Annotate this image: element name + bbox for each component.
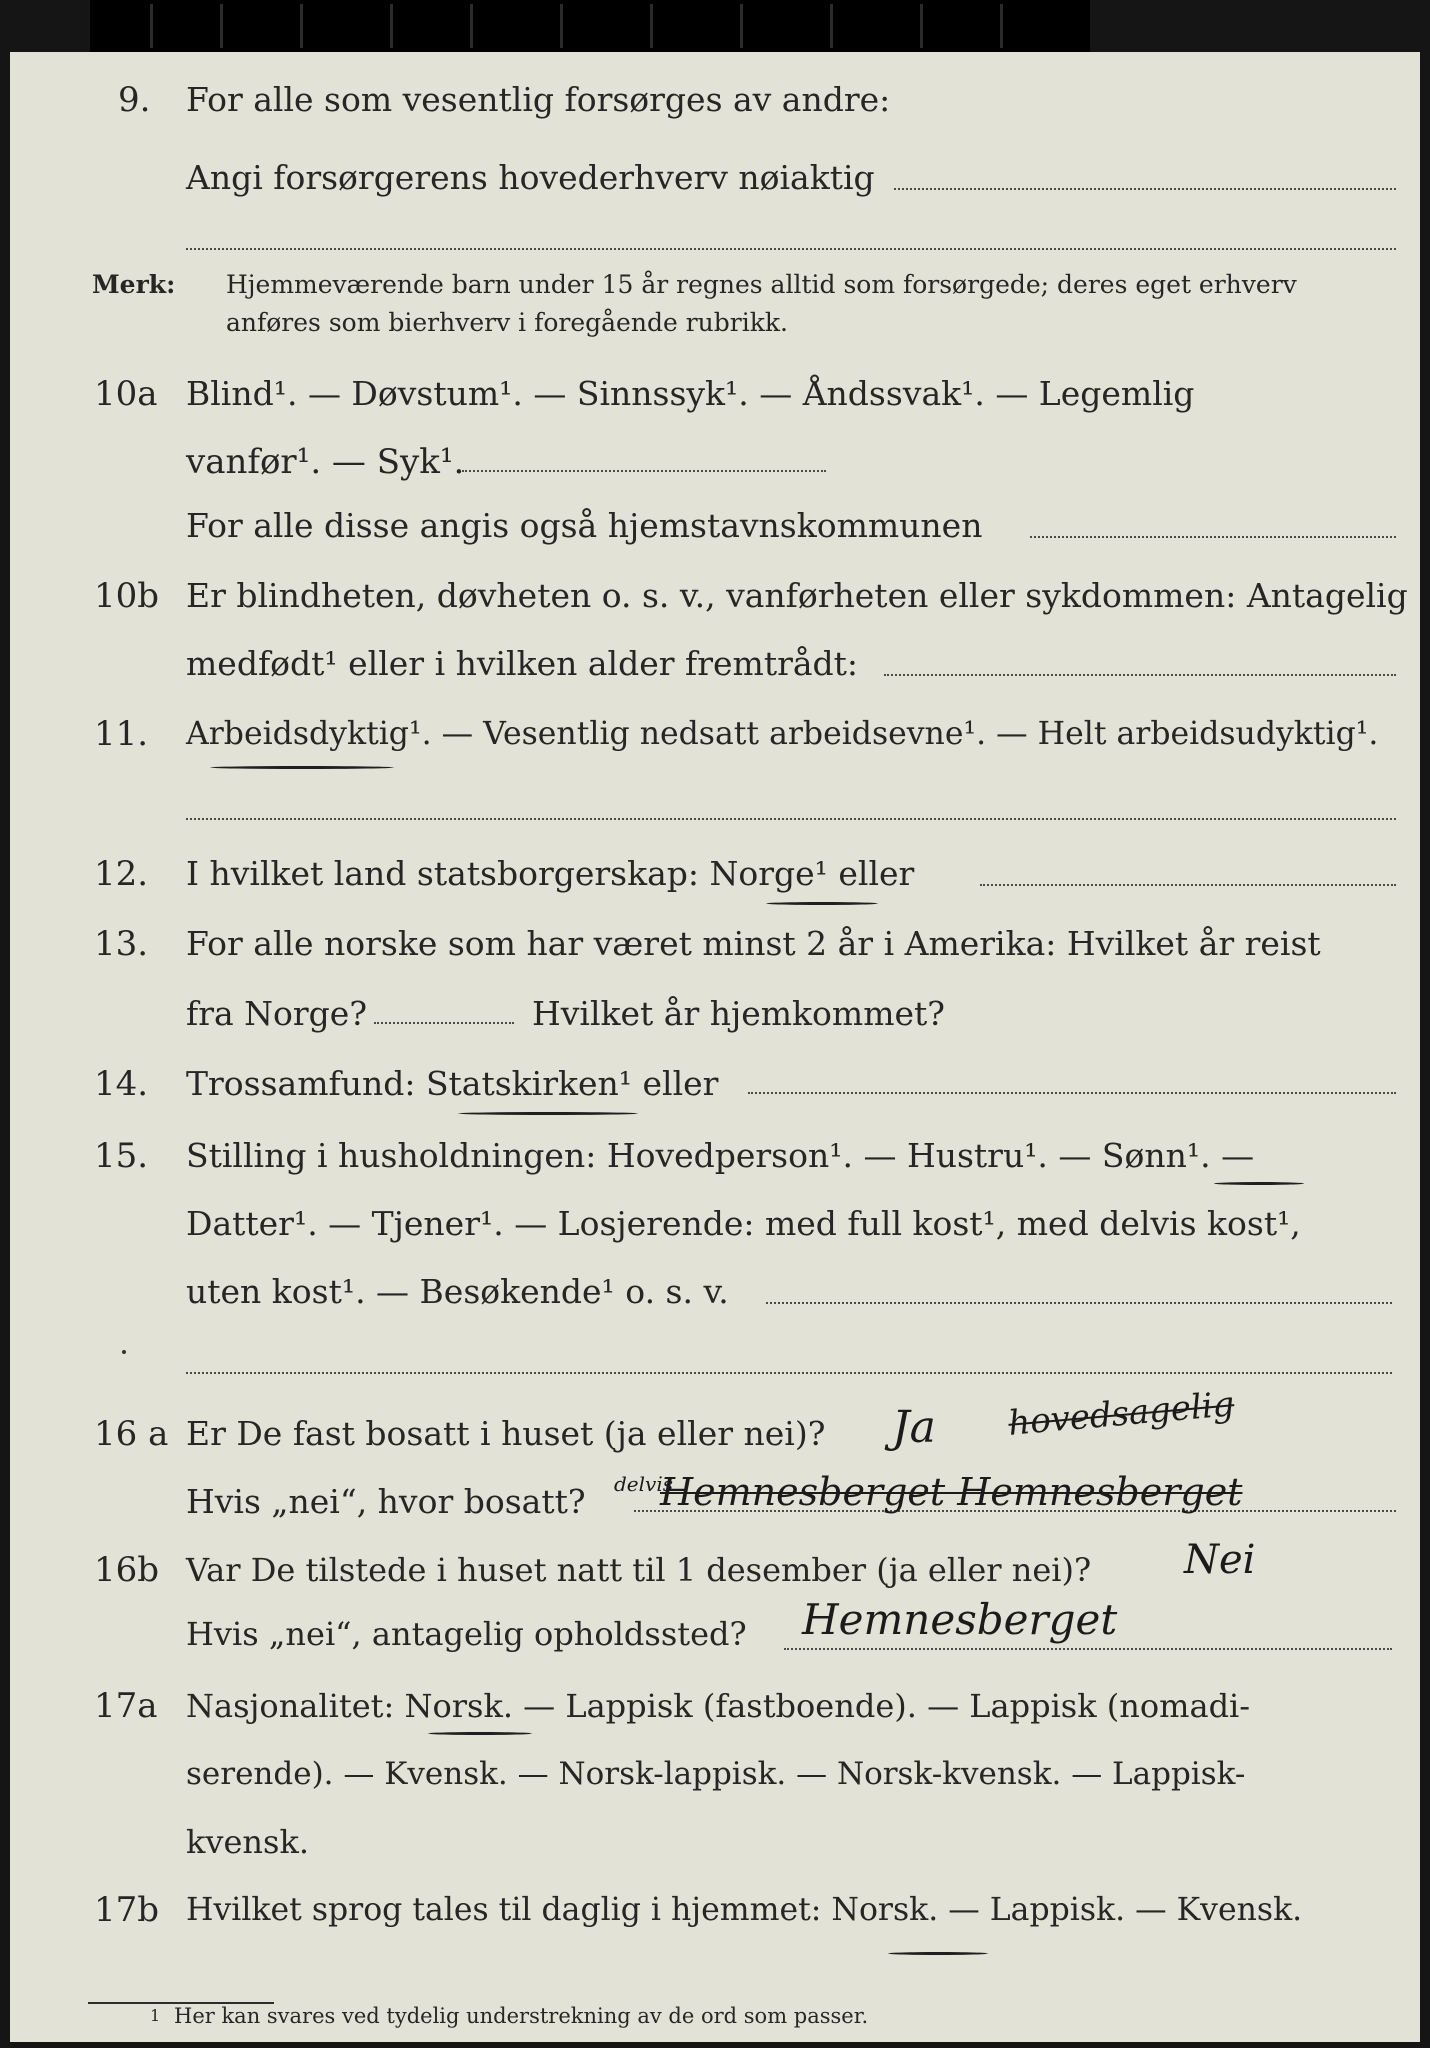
q10a-hjemstavn-line	[1030, 536, 1396, 538]
q15-underline-sonn	[1214, 1182, 1304, 1185]
q9-answer-line	[894, 188, 1396, 190]
q16b-number: 16b	[94, 1550, 160, 1590]
q11-underline-arbeidsdyktig	[210, 766, 394, 769]
q16b-line2: Hvis „nei“, antagelig opholdssted?	[186, 1615, 747, 1653]
q10a-line2: vanfør¹. — Syk¹.	[186, 442, 465, 482]
q12-underline-norge	[766, 902, 878, 905]
q16b-line1: Var De tilstede i huset natt til 1 desember (ja eller nei)?	[186, 1551, 1092, 1589]
q16a-handwritten-answer: Ja	[892, 1402, 936, 1453]
q9-line2: Angi forsørgerens hovederhverv nøiaktig	[186, 158, 875, 197]
q17a-number: 17a	[94, 1686, 158, 1726]
q16b-handwritten-place: Hemnesberget	[802, 1595, 1118, 1644]
q12-number: 12.	[94, 854, 149, 894]
q17b-number: 17b	[94, 1890, 160, 1930]
q15-answer-line	[766, 1302, 1392, 1304]
q17b-underline-norsk	[888, 1952, 988, 1955]
q9-line1: For alle som vesentlig forsørges av andre:	[186, 80, 891, 119]
q16a-handwritten-place-struck: Hemnesberget Hemnesberget	[660, 1470, 1243, 1514]
q15-line3: uten kost¹. — Besøkende¹ o. s. v.	[186, 1272, 729, 1311]
q10b-line2: medfødt¹ eller i hvilken alder fremtrådt:	[186, 644, 859, 683]
q16b-handwritten-answer: Nei	[1184, 1537, 1256, 1583]
q10b-answer-line	[884, 674, 1396, 676]
q14-number: 14.	[94, 1064, 149, 1104]
q12-line1: I hvilket land statsborgerskap: Norge¹ eller	[186, 854, 915, 893]
q10b-number: 10b	[94, 576, 160, 616]
q17a-line2: serende). — Kvensk. — Norsk-lappisk. — Norsk-kvensk. — Lappisk-	[186, 1756, 1246, 1792]
q16a-line2: Hvis „nei“, hvor bosatt?	[186, 1482, 586, 1521]
q11-line1: Arbeidsdyktig¹. — Vesentlig nedsatt arbeidsevne¹. — Helt arbeidsudyktig¹.	[186, 716, 1379, 752]
q16b-opholdssted-line	[784, 1648, 1392, 1650]
footnote-text: Her kan svares ved tydelig understrekning av de ord som passer.	[174, 2004, 869, 2028]
merk-line1: Hjemmeværende barn under 15 år regnes alltid som forsørgede; deres eget erhverv	[226, 270, 1297, 299]
q12-answer-line	[980, 884, 1396, 886]
footnote-mark: 1	[150, 2006, 161, 2025]
q10b-line1: Er blindheten, døvheten o. s. v., vanførheten eller sykdommen: Antagelig	[186, 576, 1408, 615]
q17a-line1: Nasjonalitet: Norsk. — Lappisk (fastboende). — Lappisk (nomadi-	[186, 1687, 1251, 1725]
q13-line1: For alle norske som har været minst 2 år i Amerika: Hvilket år reist	[186, 924, 1321, 963]
page-speck	[122, 1350, 126, 1354]
q17a-underline-norsk	[428, 1732, 532, 1735]
q17a-line3: kvensk.	[186, 1823, 309, 1861]
q13-line2a: fra Norge?	[186, 994, 368, 1033]
q10a-line1: Blind¹. — Døvstum¹. — Sinnssyk¹. — Åndssvak¹. — Legemlig	[186, 374, 1195, 413]
q16a-line1: Er De fast bosatt i huset (ja eller nei)?	[186, 1414, 826, 1453]
q11-answer-line	[186, 818, 1396, 820]
q9-answer-line-2	[186, 248, 1396, 250]
q9-number: 9.	[118, 80, 151, 120]
q10a-number: 10a	[94, 374, 158, 414]
q15-number: 15.	[94, 1136, 149, 1176]
q13-line2b: Hvilket år hjemkommet?	[532, 994, 945, 1033]
merk-label: Merk:	[92, 270, 176, 299]
q17b-line1: Hvilket sprog tales til daglig i hjemmet: Norsk. — Lappisk. — Kvensk.	[186, 1892, 1303, 1928]
q13-reist-line	[374, 1022, 514, 1024]
census-form-page	[10, 52, 1420, 2042]
q10a-answer-line	[462, 470, 826, 472]
merk-line2: anføres som bierhverv i foregående rubrikk.	[226, 308, 788, 337]
q15-line1: Stilling i husholdningen: Hovedperson¹. — Hustru¹. — Sønn¹. —	[186, 1136, 1255, 1175]
q16a-handwritten-note-struck: hovedsagelig	[1006, 1384, 1236, 1444]
q14-line1: Trossamfund: Statskirken¹ eller	[186, 1064, 719, 1103]
q15-answer-line-2	[186, 1372, 1392, 1374]
q16a-handwritten-prefix: delvis	[614, 1472, 673, 1496]
q16a-number: 16 a	[94, 1414, 169, 1454]
q14-underline-statskirken	[458, 1112, 638, 1115]
q13-number: 13.	[94, 924, 149, 964]
q11-number: 11.	[94, 714, 149, 754]
q10a-line3: For alle disse angis også hjemstavnskommunen	[186, 506, 983, 545]
q14-answer-line	[748, 1092, 1396, 1094]
q15-line2: Datter¹. — Tjener¹. — Losjerende: med full kost¹, med delvis kost¹,	[186, 1204, 1301, 1243]
scan-top-edge	[90, 0, 1090, 52]
